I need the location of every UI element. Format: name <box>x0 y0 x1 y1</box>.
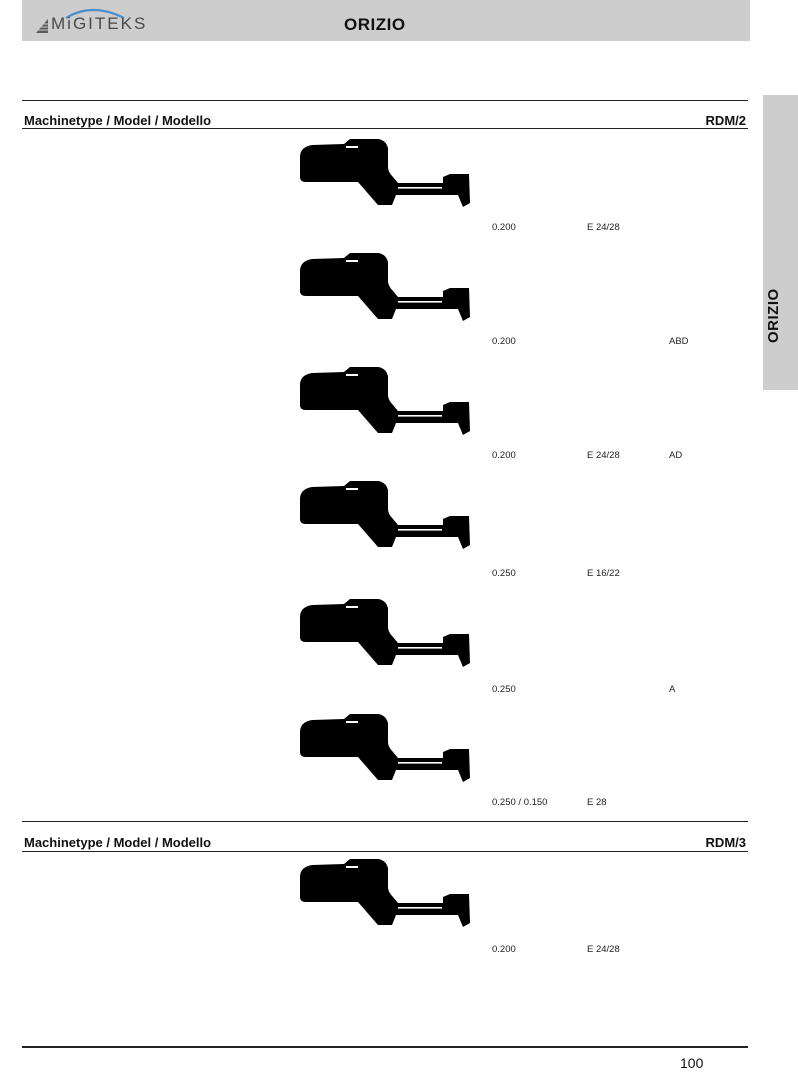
suffix-code: AD <box>669 450 683 461</box>
gauge-value: 0.250 / 0.150 <box>492 797 548 808</box>
profile-image <box>298 857 474 929</box>
logo-text: MiGITEKS <box>51 14 148 33</box>
size-code: E 24/28 <box>587 944 620 955</box>
profile-image <box>298 365 474 437</box>
suffix-code: A <box>669 684 676 695</box>
gauge-value: 0.200 <box>492 336 516 347</box>
profile-image <box>298 712 474 784</box>
page-number: 100 <box>680 1055 704 1071</box>
suffix-code: ABD <box>669 336 689 347</box>
section-model: RDM/3 <box>705 835 746 850</box>
size-code: E 24/28 <box>587 450 620 461</box>
gauge-value: 0.250 <box>492 568 516 579</box>
profile-image <box>298 137 474 209</box>
gauge-value: 0.200 <box>492 450 516 461</box>
profile-image <box>298 479 474 551</box>
side-tab-label: ORIZIO <box>765 288 782 343</box>
size-code: E 28 <box>587 797 607 808</box>
side-tab <box>763 95 798 390</box>
gauge-value: 0.200 <box>492 222 516 233</box>
page-header <box>22 0 750 41</box>
section-model: RDM/2 <box>705 113 746 128</box>
migiteks-logo <box>32 4 162 36</box>
section-header-rule <box>22 128 748 129</box>
gauge-value: 0.250 <box>492 684 516 695</box>
section-title: Machinetype / Model / Modello <box>24 835 212 850</box>
profile-image <box>298 251 474 323</box>
section-top-rule <box>22 100 748 101</box>
gauge-value: 0.200 <box>492 944 516 955</box>
section-title: Machinetype / Model / Modello <box>24 113 212 128</box>
profile-image <box>298 597 474 669</box>
section-top-rule <box>22 821 748 822</box>
section-header-rule <box>22 851 748 852</box>
footer-rule <box>22 1046 748 1048</box>
size-code: E 24/28 <box>587 222 620 233</box>
size-code: E 16/22 <box>587 568 620 579</box>
header-title: ORIZIO <box>344 15 406 34</box>
